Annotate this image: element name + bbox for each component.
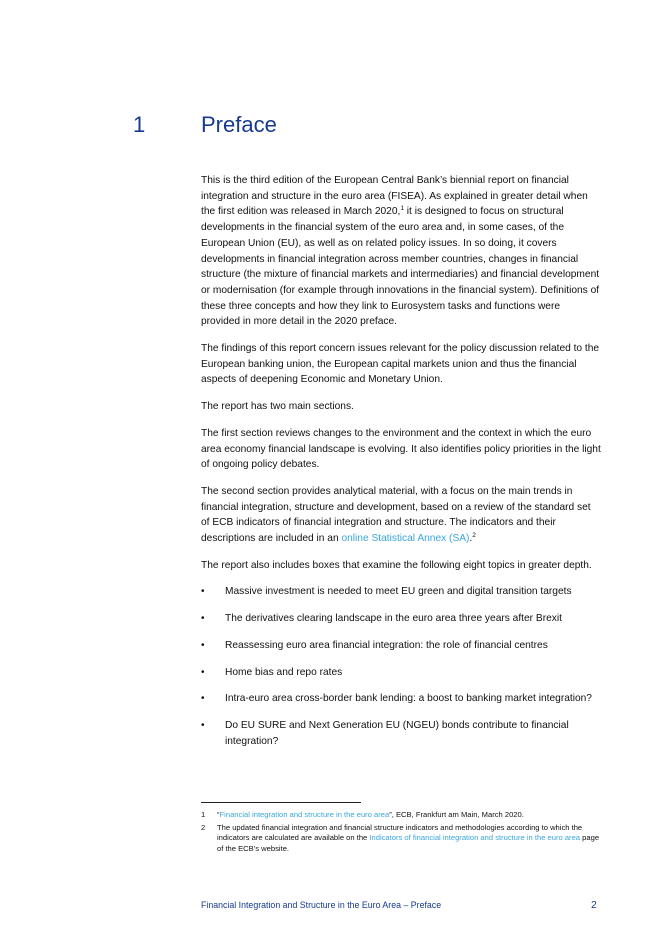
paragraph-intro-rest: it is designed to focus on structural developments in the financial system of the euro area and, in some cases, of the European Union (EU), as well as on related policy issues. In so doing, it covers developments in financial integration across member countries, changes in financial structure (the mixture of financial markets and intermediaries) and financial development or modernisation (for example through innovations in the financial system). Definitions of these three concepts and how they link to Eurosystem tasks and functions were provided in more detail in the 2020 preface. bbox=[201, 206, 600, 328]
list-item-text: The derivatives clearing landscape in the euro area three years after Brexit bbox=[225, 613, 562, 625]
bullet-icon: • bbox=[201, 613, 205, 625]
list-item bbox=[201, 611, 601, 627]
list-item bbox=[201, 638, 601, 654]
footer-title: Financial Integration and Structure in the Euro Area – Preface bbox=[201, 900, 442, 910]
list-item bbox=[201, 691, 601, 707]
chapter-title: Preface bbox=[201, 112, 277, 137]
paragraph-second-section bbox=[201, 484, 601, 547]
body-text bbox=[201, 173, 601, 760]
paragraph-intro bbox=[201, 173, 601, 330]
topics-list bbox=[201, 584, 601, 749]
footnote-divider bbox=[201, 802, 361, 803]
fisea-2020-link[interactable]: Financial integration and structure in the euro area bbox=[219, 810, 390, 819]
footnote-ref-1[interactable]: 1 bbox=[400, 205, 404, 213]
footnote-2 bbox=[201, 823, 601, 854]
list-item-text: Intra-euro area cross-border bank lending: a boost to banking market integration? bbox=[225, 693, 592, 705]
footnotes bbox=[201, 810, 601, 857]
footnote-number: 1 bbox=[201, 810, 206, 819]
paragraph-sections: The report has two main sections. bbox=[201, 401, 354, 413]
list-item bbox=[201, 584, 601, 600]
footnote-number: 2 bbox=[201, 823, 206, 833]
paragraph-findings: The findings of this report concern issues relevant for the policy discussion related to the European banking union, the European capital markets union and thus the financial aspects of deepening Economic and Monetary Union. bbox=[201, 343, 600, 386]
bullet-icon: • bbox=[201, 693, 205, 705]
statistical-annex-link[interactable]: online Statistical Annex (SA) bbox=[341, 533, 470, 545]
footnote-text: ”, ECB, Frankfurt am Main, March 2020. bbox=[389, 810, 524, 819]
list-item bbox=[201, 665, 601, 681]
list-item bbox=[201, 718, 601, 749]
list-item-text: Home bias and repo rates bbox=[225, 666, 343, 678]
paragraph-first-section: The first section reviews changes to the environment and the context in which the euro area economy financial landscape is evolving. It also identifies policy priorities in the light of ongoing policy debates. bbox=[201, 427, 601, 471]
paragraph-second-section-end: . bbox=[469, 533, 473, 545]
bullet-icon: • bbox=[201, 586, 205, 598]
footnote-text-end: page of the ECB’s website. bbox=[217, 833, 600, 853]
bullet-icon: • bbox=[201, 719, 205, 731]
paragraph-intro-start: This is the third edition of the European Central Bank’s biennial report on financial integration and structure in the euro area (FISEA). As explained in greater detail when the first edition was released in March 2020, bbox=[201, 175, 588, 218]
footnote-text: The updated financial integration and financial structure indicators and methodologies according to which the indicators are calculated are available on the bbox=[217, 823, 583, 843]
footnote-1 bbox=[201, 810, 601, 820]
footnote-open-quote: “ bbox=[217, 810, 220, 819]
paragraph-second-section-text: The second section provides analytical material, with a focus on the main trends in financial integration, structure and development, based on a review of the standard set of ECB indicators of financial integration and structure. The indicators and their descriptions are included in an bbox=[201, 485, 591, 545]
footnote-ref-2[interactable]: 2 bbox=[472, 532, 476, 540]
list-item-text: Reassessing euro area financial integration: the role of financial centres bbox=[225, 639, 548, 651]
indicators-page-link[interactable]: Indicators of financial integration and structure in the euro area bbox=[369, 833, 581, 843]
list-item-text: Do EU SURE and Next Generation EU (NGEU) bonds contribute to financial integration? bbox=[225, 719, 569, 747]
bullet-icon: • bbox=[201, 666, 205, 678]
list-item-text: Massive investment is needed to meet EU green and digital transition targets bbox=[225, 586, 572, 598]
bullet-icon: • bbox=[201, 639, 205, 651]
chapter-number: 1 bbox=[133, 112, 146, 137]
paragraph-boxes: The report also includes boxes that examine the following eight topics in greater depth. bbox=[201, 559, 592, 571]
page-number: 2 bbox=[591, 899, 597, 911]
